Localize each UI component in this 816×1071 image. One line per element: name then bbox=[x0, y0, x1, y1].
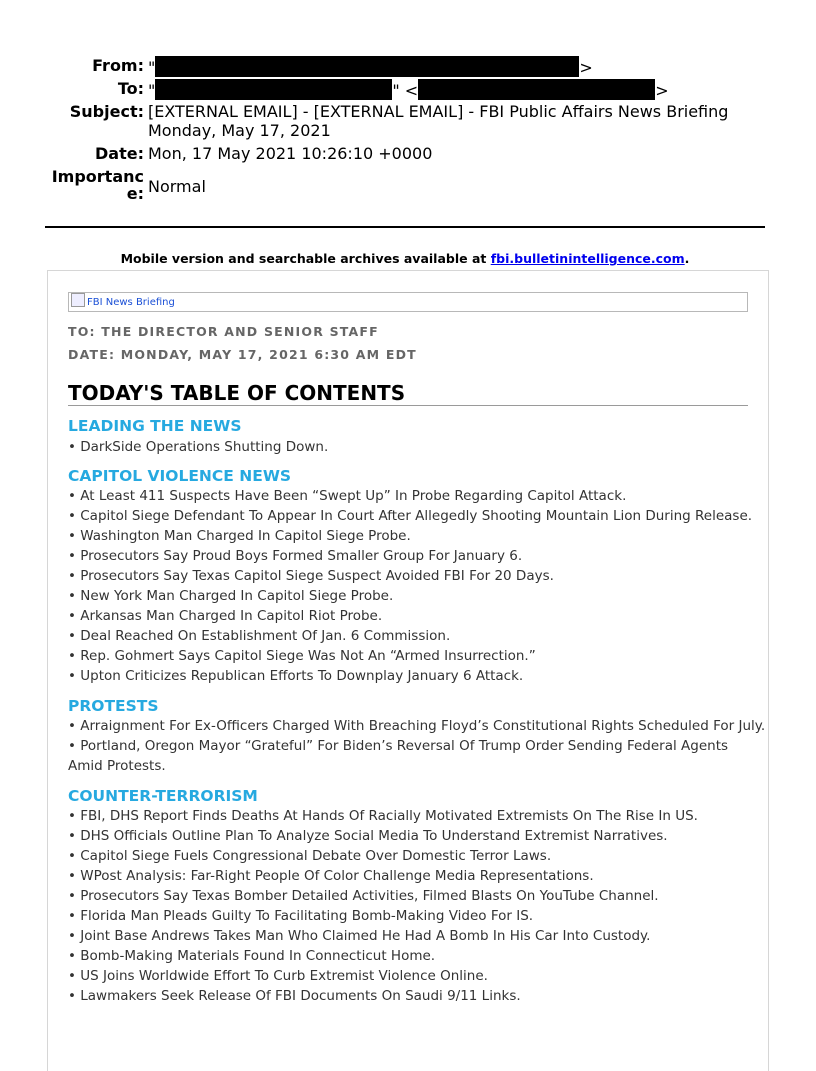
from-end: > bbox=[579, 58, 593, 77]
toc-item[interactable]: • Bomb-Making Materials Found In Connecticut Home. bbox=[68, 948, 436, 964]
toc-item[interactable]: • Lawmakers Seek Release Of FBI Documents On Saudi 9/11 Links. bbox=[68, 988, 521, 1004]
to-label: To: bbox=[117, 79, 144, 98]
toc-item[interactable]: • Prosecutors Say Texas Capitol Siege Suspect Avoided FBI For 20 Days. bbox=[68, 568, 554, 584]
redaction-bar bbox=[155, 79, 392, 100]
mobile-notice bbox=[45, 251, 765, 266]
from-label: From: bbox=[92, 56, 144, 75]
toc-item[interactable]: • WPost Analysis: Far-Right People Of Color Challenge Media Representations. bbox=[68, 868, 594, 884]
subject-line-2: Monday, May 17, 2021 bbox=[148, 121, 331, 140]
briefing-banner-image bbox=[68, 292, 748, 312]
to-line: TO: THE DIRECTOR AND SENIOR STAFF bbox=[68, 324, 379, 339]
toc-item[interactable]: • Capitol Siege Fuels Congressional Debate Over Domestic Terror Laws. bbox=[68, 848, 552, 864]
to-end: > bbox=[655, 81, 669, 100]
section-title-capitol-violence: CAPITOL VIOLENCE NEWS bbox=[68, 467, 292, 485]
header-divider bbox=[45, 226, 765, 228]
toc-item[interactable]: • FBI, DHS Report Finds Deaths At Hands Of Racially Motivated Extremists On The Rise In US. bbox=[68, 808, 698, 824]
date-label: Date: bbox=[95, 144, 144, 163]
toc-item[interactable]: • Prosecutors Say Proud Boys Formed Smaller Group For January 6. bbox=[68, 548, 523, 564]
toc-item[interactable]: • Washington Man Charged In Capitol Siege Probe. bbox=[68, 528, 411, 544]
toc-item[interactable]: • Arraignment For Ex-Officers Charged With Breaching Floyd’s Constitutional Rights Scheduled For July. bbox=[68, 718, 766, 734]
toc-item[interactable]: • Rep. Gohmert Says Capitol Siege Was Not An “Armed Insurrection.” bbox=[68, 648, 536, 664]
from-value bbox=[148, 56, 788, 77]
toc-item[interactable]: • Florida Man Pleads Guilty To Facilitating Bomb-Making Video For IS. bbox=[68, 908, 534, 924]
mobile-notice-period: . bbox=[684, 251, 690, 266]
subject-value bbox=[148, 102, 788, 140]
to-quote: " bbox=[148, 81, 156, 100]
redaction-bar bbox=[155, 56, 579, 77]
section-title-counter-terrorism: COUNTER-TERRORISM bbox=[68, 787, 258, 805]
importance-label bbox=[14, 168, 144, 202]
toc-item[interactable]: • Upton Criticizes Republican Efforts To Downplay January 6 Attack. bbox=[68, 668, 524, 684]
toc-item[interactable]: • Arkansas Man Charged In Capitol Riot Probe. bbox=[68, 608, 383, 624]
archive-link[interactable]: fbi.bulletinintelligence.com bbox=[490, 251, 685, 266]
date-value: Mon, 17 May 2021 10:26:10 +0000 bbox=[148, 144, 433, 163]
toc-title: TODAY'S TABLE OF CONTENTS bbox=[68, 382, 748, 406]
broken-image-icon bbox=[71, 293, 85, 307]
toc-item[interactable]: • DarkSide Operations Shutting Down. bbox=[68, 439, 329, 455]
toc-item[interactable]: • Portland, Oregon Mayor “Grateful” For Biden’s Reversal Of Trump Order Sending Federal Agents Amid Protests. bbox=[68, 738, 729, 774]
toc-item[interactable]: • DHS Officials Outline Plan To Analyze Social Media To Understand Extremist Narratives. bbox=[68, 828, 668, 844]
importance-label-line-2: e: bbox=[126, 184, 144, 203]
toc-item[interactable]: • Capitol Siege Defendant To Appear In Court After Allegedly Shooting Mountain Lion During Release. bbox=[68, 508, 753, 524]
toc-item[interactable]: • Deal Reached On Establishment Of Jan. 6 Commission. bbox=[68, 628, 451, 644]
subject-line-1: [EXTERNAL EMAIL] - [EXTERNAL EMAIL] - FBI Public Affairs News Briefing bbox=[148, 102, 729, 121]
mobile-notice-text: Mobile version and searchable archives available at bbox=[120, 251, 491, 266]
banner-alt-text: FBI News Briefing bbox=[87, 297, 175, 308]
importance-value: Normal bbox=[148, 177, 206, 196]
to-mid: " < bbox=[392, 81, 419, 100]
section-title-leading-the-news: LEADING THE NEWS bbox=[68, 417, 242, 435]
from-quote: " bbox=[148, 58, 156, 77]
toc-item[interactable]: • New York Man Charged In Capitol Siege Probe. bbox=[68, 588, 394, 604]
toc-item[interactable]: • US Joins Worldwide Effort To Curb Extremist Violence Online. bbox=[68, 968, 488, 984]
toc-item[interactable]: • Joint Base Andrews Takes Man Who Claimed He Had A Bomb In His Car Into Custody. bbox=[68, 928, 651, 944]
subject-label: Subject: bbox=[69, 102, 144, 121]
importance-label-line-1: Importanc bbox=[51, 167, 144, 186]
redaction-bar bbox=[418, 79, 655, 100]
toc-item[interactable]: • Prosecutors Say Texas Bomber Detailed Activities, Filmed Blasts On YouTube Channel. bbox=[68, 888, 659, 904]
to-value bbox=[148, 79, 788, 100]
date-line: DATE: MONDAY, MAY 17, 2021 6:30 AM EDT bbox=[68, 347, 417, 362]
section-title-protests: PROTESTS bbox=[68, 697, 159, 715]
toc-item[interactable]: • At Least 411 Suspects Have Been “Swept Up” In Probe Regarding Capitol Attack. bbox=[68, 488, 627, 504]
